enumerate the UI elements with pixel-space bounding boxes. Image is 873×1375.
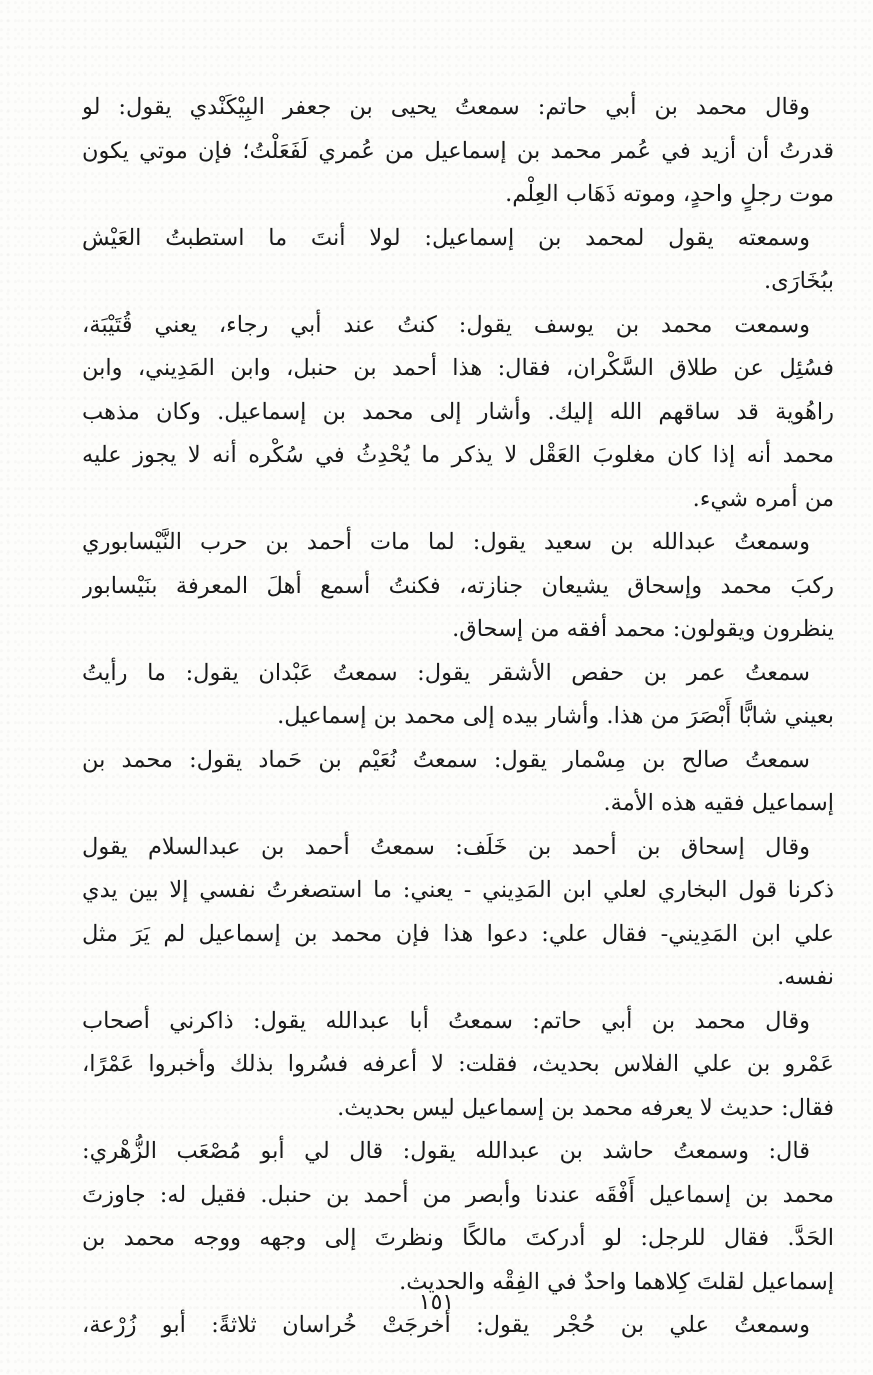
- text-line: ببُخَارَى.: [763, 268, 834, 294]
- text-line: علي ابن المَدِيني- فقال علي: دعوا هذا فإن محمد بن إسماعيل لم يَرَ مثل: [82, 920, 834, 947]
- text-line: إسماعيل فقيه هذه الأمة.: [603, 790, 834, 816]
- text-line: وقال محمد بن أبي حاتم: سمعتُ أبا عبدالله يقول: ذاكرني أصحاب: [82, 1007, 810, 1034]
- text-line: قدرتُ أن أزيد في عُمر محمد بن إسماعيل من عُمري لَفَعَلْتُ؛ فإن موتي يكون: [82, 137, 834, 164]
- text-line: وقال إسحاق بن أحمد بن خَلَف: سمعتُ أحمد بن عبدالسلام يقول: [82, 833, 810, 860]
- text-line: وسمعته يقول لمحمد بن إسماعيل: لولا أنتَ ما استطبتُ العَيْش: [82, 224, 810, 251]
- text-line: سمعتُ صالح بن مِسْمار يقول: سمعتُ نُعَيْم بن حَماد يقول: محمد بن: [82, 746, 810, 773]
- text-line: ركبَ محمد وإسحاق يشيعان جنازته، فكنتُ أسمع أهلَ المعرفة بنَيْسابور: [82, 572, 834, 599]
- page-number: ١٥١: [418, 1290, 455, 1315]
- body-text: [82, 86, 834, 1348]
- text-line: موت رجلٍ واحدٍ، وموته ذَهَاب العِلْم.: [505, 181, 834, 207]
- paragraph: [82, 1000, 834, 1131]
- text-line: ذكرنا قول البخاري لعلي ابن المَدِيني - يعني: ما استصغرتُ نفسي إلا بين يدي: [82, 877, 834, 903]
- paragraph: [82, 739, 834, 826]
- text-line: عَمْرو بن علي الفلاس بحديث، فقلت: لا أعرفه فسُروا بذلك وأخبروا عَمْرًا،: [82, 1051, 834, 1077]
- text-line: من أمره شيء.: [692, 485, 834, 512]
- paragraph: [82, 217, 834, 304]
- text-line: فقال: حديث لا يعرفه محمد بن إسماعيل ليس بحديث.: [337, 1094, 834, 1121]
- text-line: سمعتُ عمر بن حفص الأشقر يقول: سمعتُ عَبْدان يقول: ما رأيتُ: [82, 659, 810, 686]
- text-line: محمد أنه إذا كان مغلوبَ العَقْل لا يذكر ما يُحْدِثُ في سُكْره أنه لا يجوز عليه: [82, 442, 834, 468]
- paragraph: [82, 652, 834, 739]
- text-line: وسمعتُ عبدالله بن سعيد يقول: لما مات أحمد بن حرب النَّيْسابوري: [82, 529, 810, 555]
- text-line: الحَدَّ. فقال للرجل: لو أدركتَ مالكًا ونظرتَ إلى وجهه ووجه محمد بن: [82, 1225, 834, 1251]
- text-line: فسُئِل عن طلاق السَّكْران، فقال: هذا أحمد بن حنبل، وابن المَدِيني، وابن: [82, 355, 834, 381]
- text-line: راهُوية قد ساقهم الله إليك. وأشار إلى محمد بن إسماعيل. وكان مذهب: [82, 398, 834, 425]
- paragraph: [82, 1130, 834, 1304]
- paragraph: [82, 826, 834, 1000]
- text-line: نفسه.: [777, 964, 834, 990]
- text-line: ينظرون ويقولون: محمد أفقه من إسحاق.: [452, 616, 834, 642]
- text-line: إسماعيل لقلتَ كِلاهما واحدٌ في الفِقْه والحديث.: [399, 1268, 834, 1295]
- text-line: بعيني شابًّا أَبْصَرَ من هذا. وأشار بيده إلى محمد بن إسماعيل.: [277, 703, 834, 729]
- paragraph: [82, 304, 834, 522]
- text-line: قال: وسمعتُ حاشد بن عبدالله يقول: قال لي أبو مُصْعَب الزُّهْري:: [82, 1138, 810, 1164]
- text-line: وسمعتُ علي بن حُجْر يقول: أخرجَتْ خُراسان ثلاثةً: أبو زُرْعة،: [82, 1312, 810, 1338]
- paragraph: [82, 86, 834, 217]
- text-line: وسمعت محمد بن يوسف يقول: كنتُ عند أبي رجاء، يعني قُتَيْبَة،: [82, 311, 810, 338]
- paragraph: [82, 521, 834, 652]
- text-line: وقال محمد بن أبي حاتم: سمعتُ يحيى بن جعفر البِيْكَنْدي يقول: لو: [82, 94, 810, 120]
- text-line: محمد بن إسماعيل أَفْقَه عندنا وأبصر من أحمد بن حنبل. فقيل له: جاوزتَ: [82, 1181, 834, 1208]
